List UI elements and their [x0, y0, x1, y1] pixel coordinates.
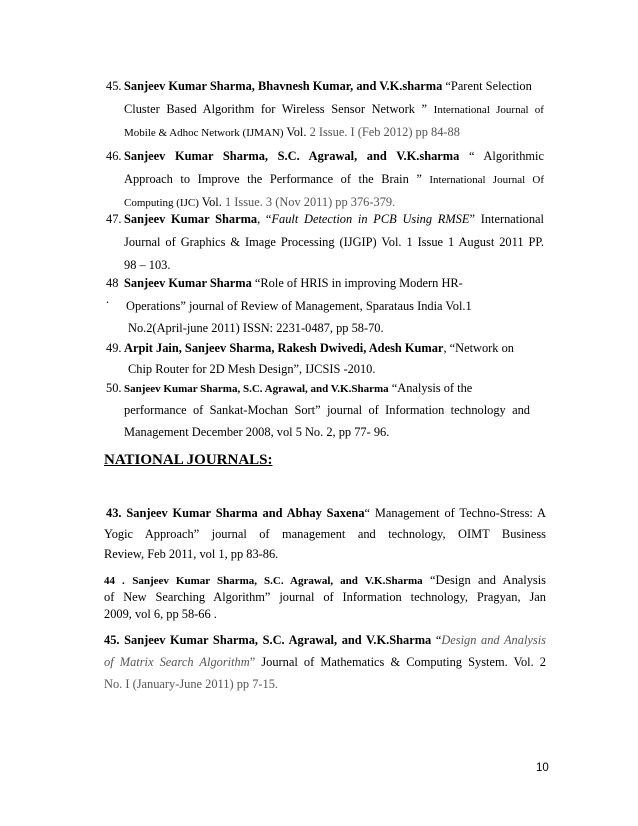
- entry-rest-start: , “Network on: [443, 341, 514, 355]
- entry-venue-start: International Journal Of: [429, 174, 544, 186]
- entry-number: 45.: [104, 633, 120, 647]
- entry-rest-end: 2009, vol 6, pp 58-66 .: [104, 607, 217, 621]
- entry-number: 46.: [106, 149, 122, 163]
- entry-number: 44 .: [104, 575, 125, 587]
- entry-rest-end: Review, Feb 2011, vol 1, pp 83-86.: [104, 547, 279, 561]
- entry-authors: Sanjeev Kumar Sharma and Abhay Saxena: [126, 506, 365, 520]
- entry-number: 50.: [106, 381, 122, 395]
- entry-close-quote: ”: [249, 655, 256, 669]
- entry-authors: Arpit Jain, Sanjeev Sharma, Rakesh Dwivedi, Adesh Kumar: [124, 341, 444, 355]
- entry-title: Fault Detection in PCB Using RMSE: [271, 212, 470, 226]
- entry-number: 43.: [106, 506, 122, 520]
- entry-rest: Journal of Mathematics & Computing System. Vol. 2: [261, 655, 546, 669]
- entry-rest-middle: Journal of Graphics & Image Processing (IJGIP) Vol. 1 Issue 1 August 2011 PP.: [124, 235, 544, 249]
- entry-rest-middle: of New Searching Algorithm” journal of Information technology, Pragyan, Jan: [104, 590, 546, 604]
- entry-number: 47.: [106, 212, 122, 226]
- section-heading: NATIONAL JOURNALS:: [104, 452, 273, 468]
- entry-issue: No. I (January-June 2011) pp 7-15.: [104, 677, 279, 691]
- entry-authors: Sanjeev Kumar Sharma, S.C. Agrawal, and V.K.Sharma: [124, 383, 389, 395]
- entry-authors: Sanjeev Kumar Sharma: [124, 212, 258, 226]
- entry-rest-start: “ Management of Techno-Stress: A: [364, 506, 546, 520]
- entry-rest-end: Management December 2008, vol 5 No. 2, pp 77- 96.: [124, 425, 390, 439]
- entry-venue-rest: Computing (IJC): [124, 197, 199, 209]
- entry-number: 49.: [106, 341, 122, 355]
- entry-vol: Vol.: [286, 125, 307, 139]
- entry-issue: 2 Issue. I (Feb 2012) pp 84-88: [309, 125, 460, 139]
- entry-authors: Sanjeev Kumar Sharma: [124, 276, 252, 290]
- entry-separator: , “: [257, 212, 272, 226]
- entry-number: 48 .: [106, 276, 119, 306]
- entry-authors: Sanjeev Kumar Sharma, S.C. Agrawal, and V.K.sharma: [124, 149, 460, 163]
- entry-rest-middle: Operations” journal of Review of Management, Sparataus India Vol.1: [126, 299, 472, 313]
- entry-quote: ”: [421, 102, 428, 116]
- entry-title-rest: Approach to Improve the Performance of the Brain: [124, 172, 409, 186]
- entry-quote: ”: [416, 172, 422, 186]
- entry-title-start: “Parent Selection: [445, 79, 532, 93]
- entry-rest-middle: performance of Sankat-Mochan Sort” journal of Information technology and: [124, 403, 530, 417]
- entry-venue-start: International Journal of: [433, 104, 544, 116]
- entry-title-rest: Cluster Based Algorithm for Wireless Sensor Network: [124, 102, 415, 116]
- entry-title-start: “ Algorithmic: [468, 149, 544, 163]
- entry-rest-start: ” International: [469, 212, 544, 226]
- entry-authors: Sanjeev Kumar Sharma, S.C. Agrawal, and V.K.Sharma: [124, 633, 432, 647]
- page-number: 10: [536, 762, 549, 774]
- entry-rest-middle: Yogic Approach” journal of management and technology, OIMT Business: [104, 527, 546, 541]
- entry-rest-end: Chip Router for 2D Mesh Design”, IJCSIS -2010.: [128, 362, 376, 376]
- entry-authors: Sanjeev Kumar Sharma, Bhavnesh Kumar, and V.K.sharma: [124, 79, 443, 93]
- entry-open-quote: “: [435, 633, 442, 647]
- entry-title-start: Design and Analysis: [441, 633, 546, 647]
- entry-vol: Vol.: [201, 195, 222, 209]
- entry-rest-end: No.2(April-june 2011) ISSN: 2231-0487, pp 58-70.: [128, 321, 384, 335]
- entry-number: 45.: [106, 79, 122, 93]
- entry-venue-rest: Mobile & Adhoc Network (IJMAN): [124, 127, 284, 139]
- entry-title-rest: of Matrix Search Algorithm: [104, 655, 250, 669]
- entry-issue: 1 Issue. 3 (Nov 2011) pp 376-379.: [224, 195, 396, 209]
- entry-authors: Sanjeev Kumar Sharma, S.C. Agrawal, and V.K.Sharma: [132, 575, 423, 587]
- entry-rest-end: 98 – 103.: [124, 258, 171, 272]
- entry-rest-start: “Analysis of the: [391, 381, 473, 395]
- entry-rest-start: “Design and Analysis: [430, 573, 546, 587]
- entry-rest-start: “Role of HRIS in improving Modern HR-: [254, 276, 463, 290]
